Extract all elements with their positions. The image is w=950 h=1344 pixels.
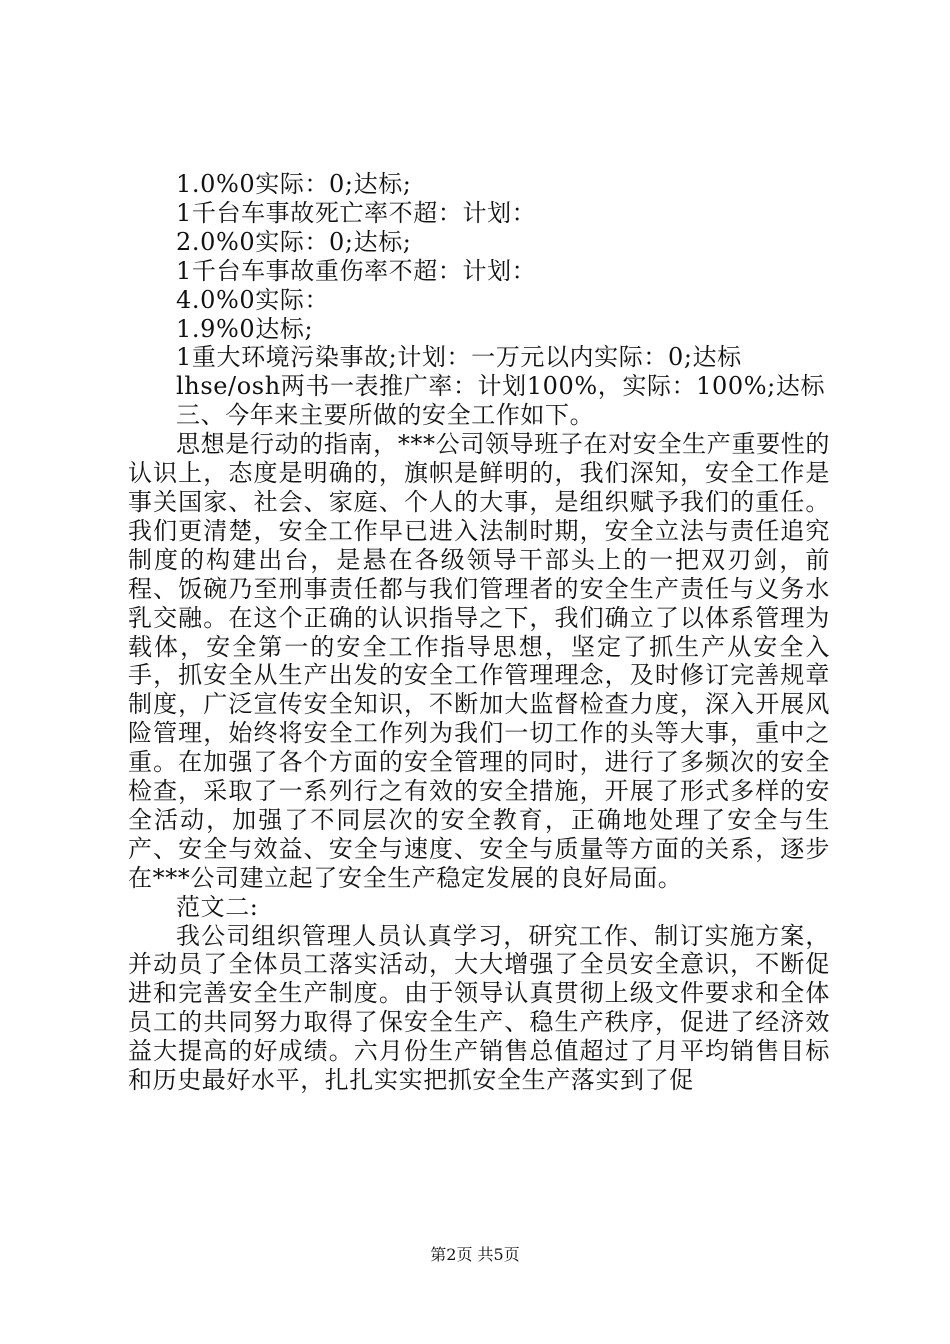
text-line: 2.0%0实际：0;达标;	[176, 227, 412, 256]
section-heading: 三、今年来主要所做的安全工作如下。	[176, 401, 595, 430]
text-line: 1重大环境污染事故;计划：一万元以内实际：0;达标	[176, 343, 742, 372]
text-line: lhse/osh两书一表推广率：计划100%，实际：100%;达标	[176, 372, 826, 401]
text-line: 1千台车事故死亡率不超：计划：	[176, 198, 537, 227]
text-line: 1千台车事故重伤率不超：计划：	[176, 256, 537, 285]
text-line: 1.0%0实际：0;达标;	[176, 170, 412, 198]
text-line: 4.0%0实际：	[176, 285, 330, 314]
paragraph: 我公司组织管理人员认真学习，研究工作、制订实施方案，并动员了全体员工落实活动，大大增强了全员安全意识，不断促进和完善安全生产制度。由于领导认真贯彻上级文件要求和全体员工的共同努力取得了保安全生产、稳生产秩序，促进了经济效益大提高的好成绩。六月份生产销售总值超过了月平均销售目标和历史最好水平，扎扎实实把抓安全生产落实到了促	[128, 921, 830, 1095]
paragraph: 思想是行动的指南，***公司领导班子在对安全生产重要性的认识上，态度是明确的，旗帜是鲜明的，我们深知，安全工作是事关国家、社会、家庭、个人的大事，是组织赋予我们的重任。我们更清楚，安全工作早已进入法制时期，安全立法与责任追究制度的构建出台，是悬在各级领导干部头上的一把双刃剑，前程、饭碗乃至刑事责任都与我们管理者的安全生产责任与义务水乳交融。在这个正确的认识指导之下，我们确立了以体系管理为载体，安全第一的安全工作指导思想，坚定了抓生产从安全入手，抓安全从生产出发的安全工作管理理念，及时修订完善规章制度，广泛宣传安全知识，不断加大监督检查力度，深入开展风险管理，始终将安全工作列为我们一切工作的头等大事，重中之重。在加强了各个方面的安全管理的同时，进行了多频次的安全检查，采取了一系列行之有效的安全措施，开展了形式多样的安全活动，加强了不同层次的安全教育，正确地处理了安全与生产、安全与效益、安全与速度、安全与质量等方面的关系，逐步在***公司建立起了安全生产稳定发展的良好局面。	[128, 430, 830, 892]
document-body	[128, 170, 830, 1095]
page-footer: 第2页 共5页	[430, 1245, 520, 1264]
text-line: 1.9%0达标;	[176, 314, 314, 343]
section-heading: 范文二:	[176, 892, 259, 921]
